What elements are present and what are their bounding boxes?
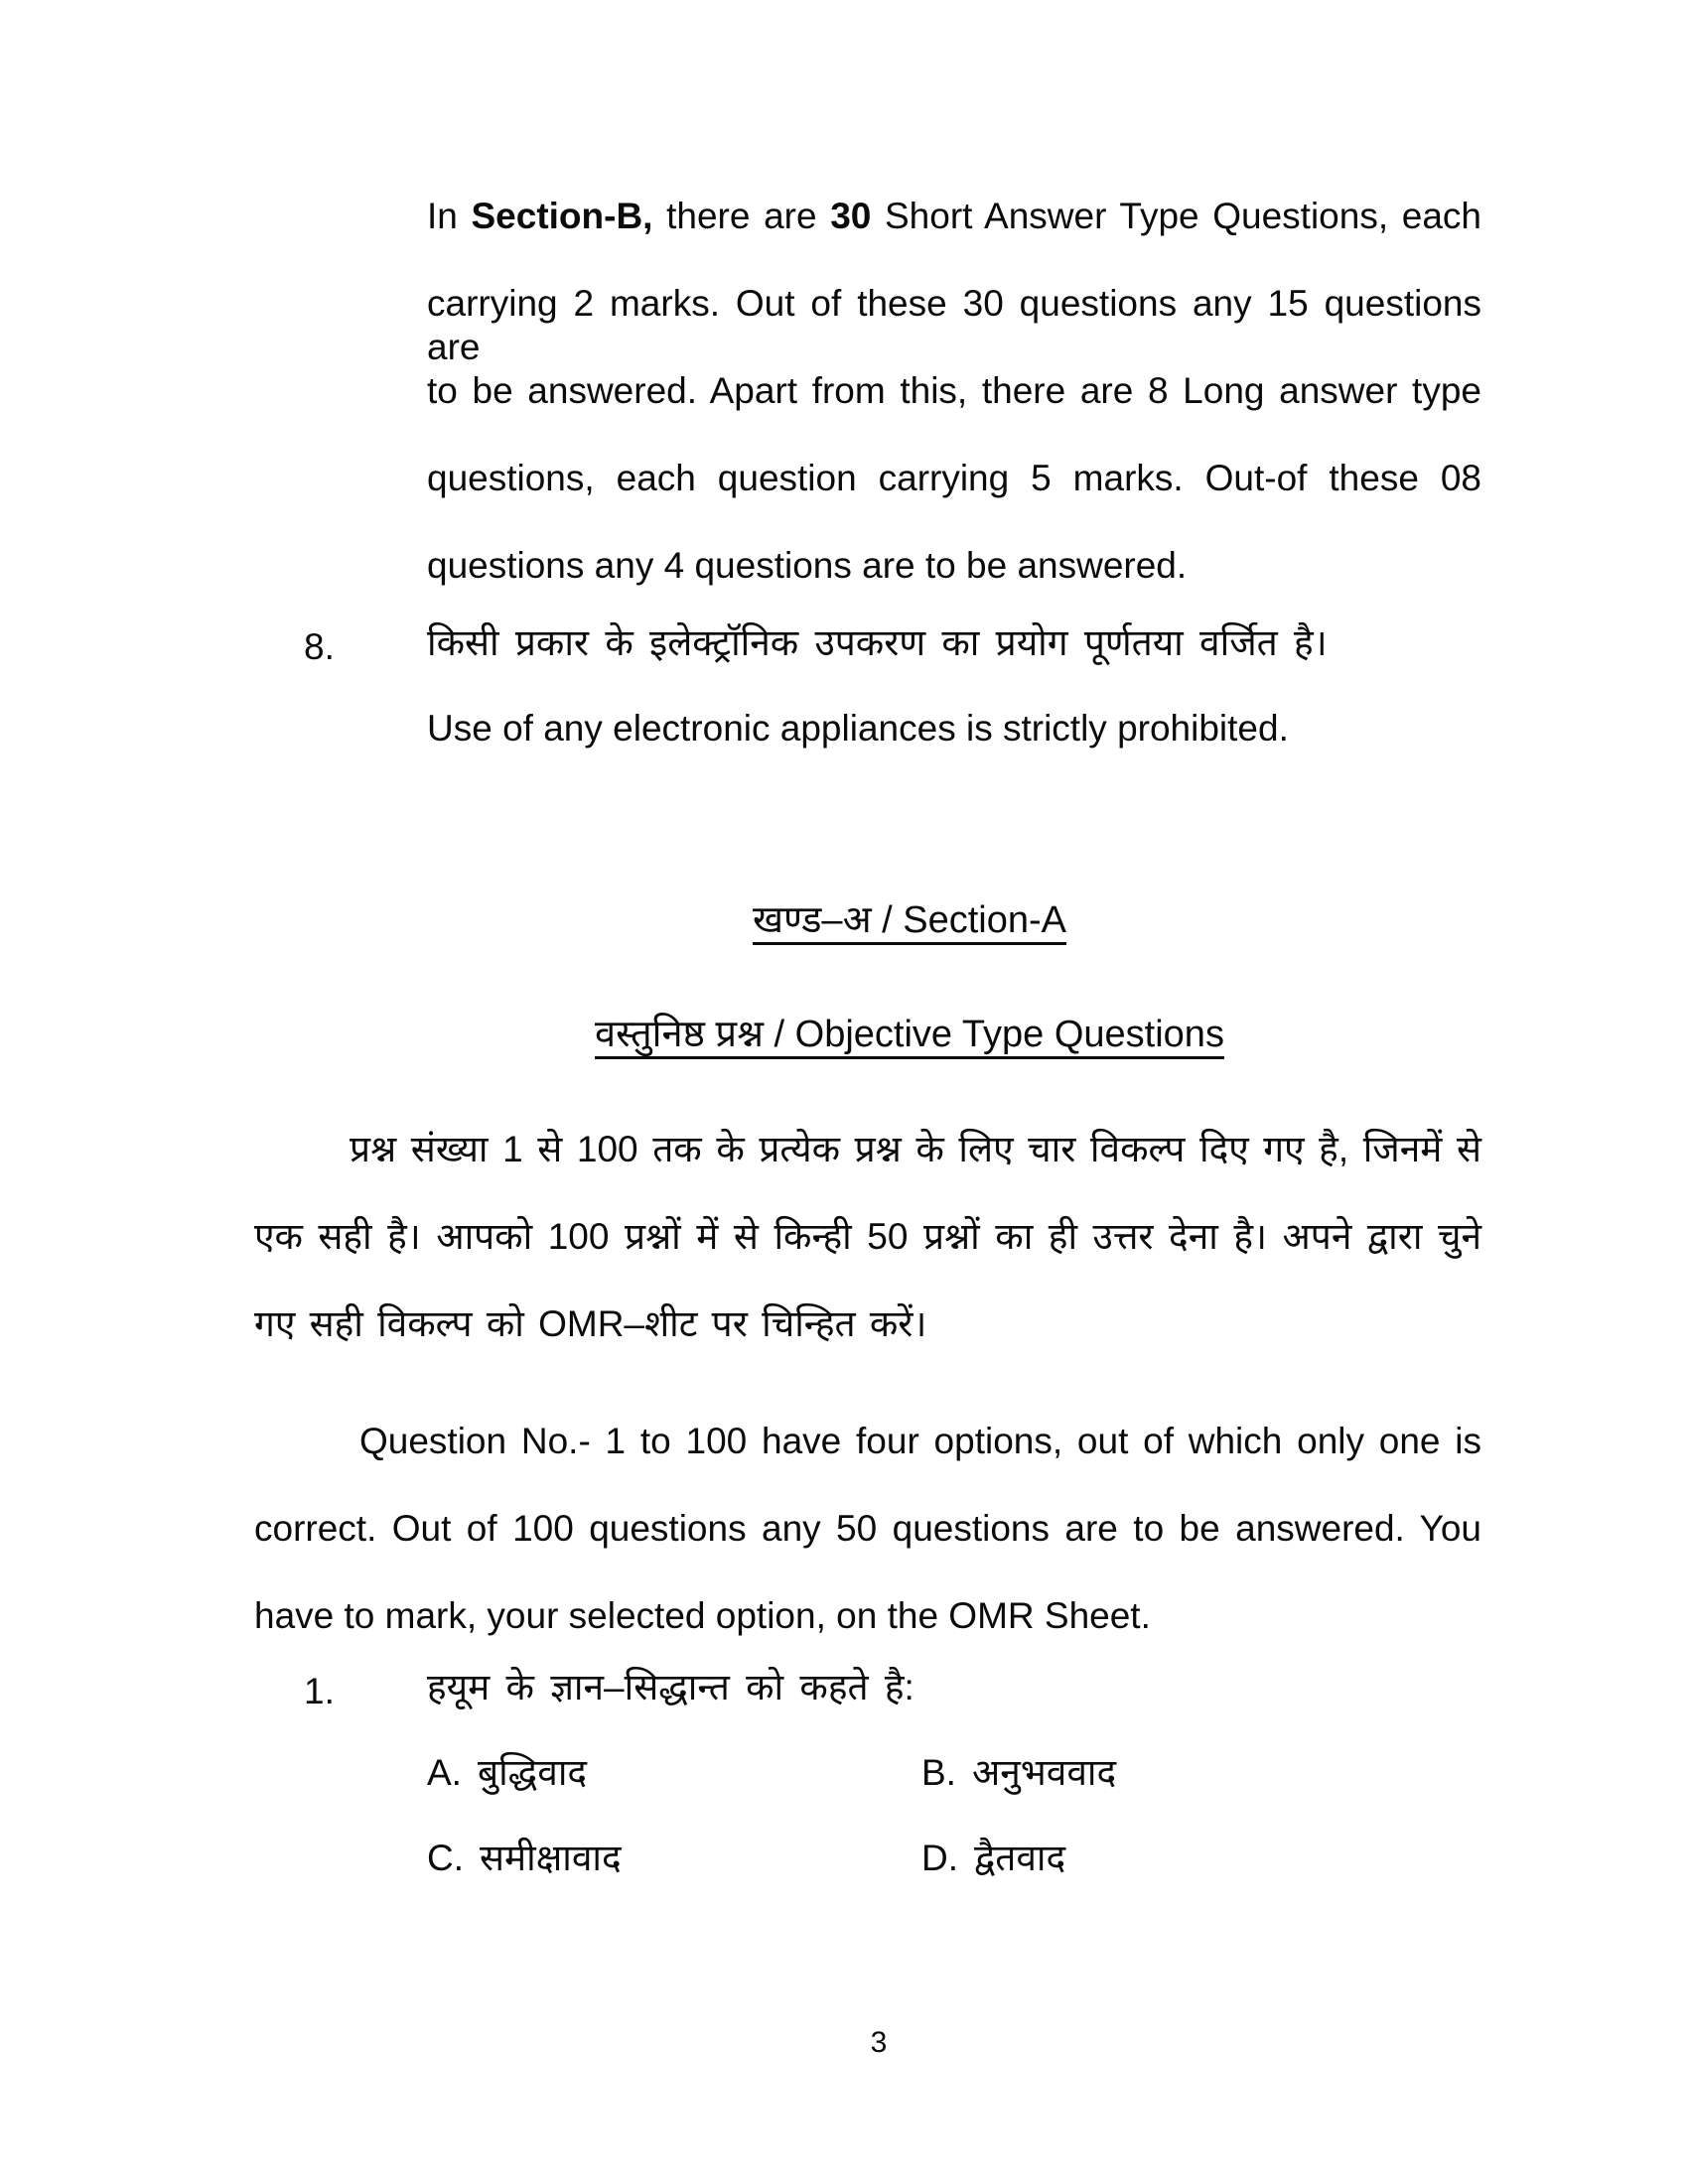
objective-instructions-hindi-line: एक सही है। आपको 100 प्रश्नों में से किन्ही 50 प्रश्नों का ही उत्तर देना है। अपने द्वारा चुने <box>254 1216 1481 1257</box>
objective-instructions-hindi-line: गए सही विकल्प को OMR–शीट पर चिन्हित करें। <box>254 1303 927 1344</box>
instruction-text-bold: 30 <box>830 196 872 236</box>
item8-english-text: Use of any electronic appliances is strictly prohibited. <box>427 708 1289 749</box>
page-number: 3 <box>870 2026 888 2059</box>
option-d <box>921 1837 1065 1880</box>
option-c <box>427 1837 622 1880</box>
section-subheading: वस्तुनिष्ठ प्रश्न / Objective Type Questions <box>595 1014 1224 1055</box>
option-label: D. <box>921 1838 958 1878</box>
option-label: C. <box>427 1838 464 1878</box>
instruction-line <box>427 195 1481 238</box>
objective-instructions-english-line: correct. Out of 100 questions any 50 questions are to be answered. You <box>254 1508 1481 1549</box>
option-text: समीक्षावाद <box>480 1838 622 1878</box>
instruction-line: questions, each question carrying 5 marks. Out-of these 08 <box>427 458 1481 498</box>
objective-instructions-english-line: have to mark, your selected option, on the OMR Sheet. <box>254 1595 1151 1636</box>
option-label: B. <box>921 1752 956 1793</box>
instruction-text-bold: Section-B, <box>471 196 653 236</box>
instruction-text: In <box>427 196 472 236</box>
instruction-text: there are <box>652 196 831 236</box>
item8-hindi-text: किसी प्रकार के इलेक्ट्रॉनिक उपकरण का प्रयोग पूर्णतया वर्जित है। <box>427 622 1328 663</box>
instruction-line: questions any 4 questions are to be answered. <box>427 545 1188 586</box>
section-heading: खण्ड–अ / Section-A <box>752 899 1067 941</box>
question-text: हयूम के ज्ञान–सिद्धान्त को कहते है: <box>427 1667 914 1707</box>
instruction-line: carrying 2 marks. Out of these 30 questions any 15 questions are <box>427 283 1481 368</box>
option-text: अनुभववाद <box>971 1752 1117 1793</box>
option-label: A. <box>427 1752 462 1793</box>
instruction-text: Short Answer Type Questions, each <box>871 196 1481 236</box>
option-b <box>921 1751 1116 1795</box>
objective-instructions-hindi-line: प्रश्न संख्या 1 से 100 तक के प्रत्येक प्रश्न के लिए चार विकल्प दिए गए है, जिनमें से <box>350 1129 1481 1169</box>
option-text: बुद्धिवाद <box>477 1752 588 1793</box>
item-number: 8. <box>304 626 335 667</box>
instruction-line: to be answered. Apart from this, there are 8 Long answer type <box>427 370 1481 411</box>
question-number: 1. <box>304 1671 335 1711</box>
option-a <box>427 1751 587 1795</box>
objective-instructions-english-line: Question No.- 1 to 100 have four options, out of which only one is <box>359 1421 1481 1461</box>
option-text: द्वैतवाद <box>974 1838 1066 1878</box>
